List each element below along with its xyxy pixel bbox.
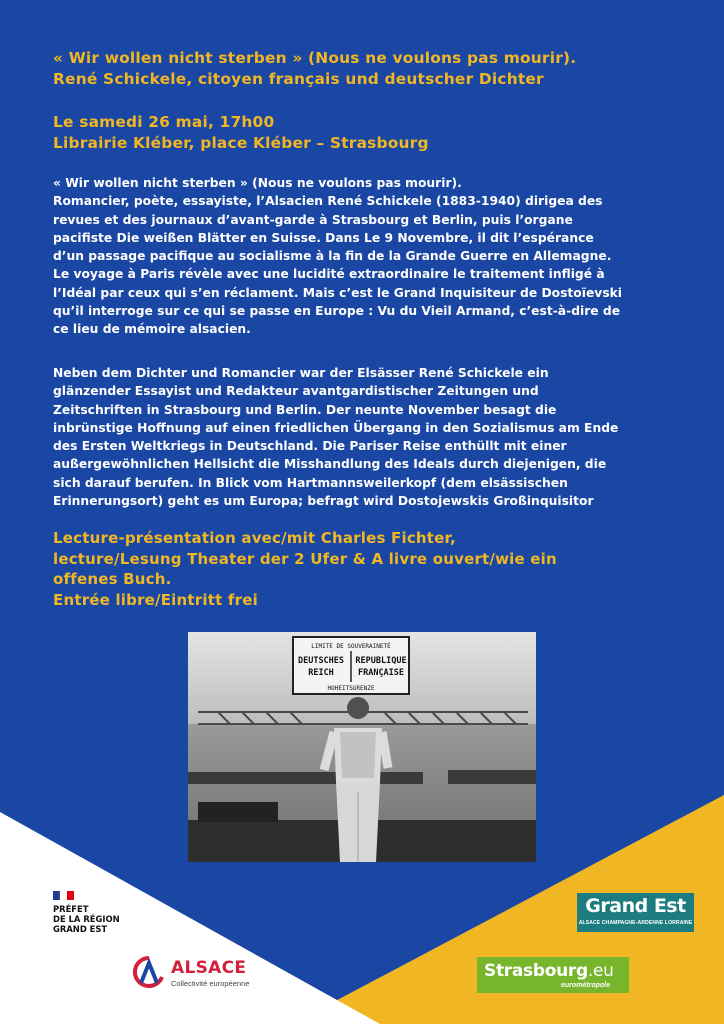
paragraph-line: außergewöhnlichen Hellsicht die Misshandlung des Ideals durch diejenigen, die [53,457,607,472]
paragraph-line: « Wir wollen nicht sterben » (Nous ne voulons pas mourir). [53,176,462,190]
grand-est-wordmark: Grand Est [585,895,686,917]
alsace-wordmark: ALSACE [171,958,247,978]
credits-line: Lecture-présentation avec/mit Charles Fichter, [53,529,456,547]
prefet-line: PRÉFET [53,904,89,914]
paragraph-line: Erinnerungsort) geht es um Europa; befragt wird Dostojewskis Großinquisitor [53,494,594,509]
title-line: « Wir wollen nicht sterben » (Nous ne voulons pas mourir). [53,49,577,67]
credits-line: offenes Buch. [53,570,172,588]
prefet-line: DE LA RÉGION [53,914,120,924]
sign-french-1: REPUBLIQUE [355,656,407,666]
paragraph-line: ce lieu de mémoire alsacien. [53,322,251,337]
event-venue: Librairie Kléber, place Kléber – Strasbourg [53,134,429,152]
strasbourg-wordmark: Strasbourg [484,961,588,981]
admission-line: Entrée libre/Eintritt frei [53,590,258,609]
paragraph-line: Zeitschriften in Strasbourg und Berlin. Der neunte November besagt die [53,402,557,417]
paragraph-line: Le voyage à Paris révèle avec une lucidité extraordinaire le traitement infligé à [53,267,605,282]
paragraph-line: des Ersten Weltkriegs in Deutschland. Die Pariser Reise enthüllt mit einer [53,439,567,454]
prefet-logo [53,891,143,941]
strasbourg-eu-logo [477,957,629,993]
paragraph-line: pacifiste Die weißen Blätter en Suisse. Dans Le 9 Novembre, il dit l’espérance [53,230,594,245]
paragraph-line: inbrünstige Hoffnung auf einen friedlichen Übergang in den Sozialismus am Ende [53,420,619,435]
credits-line: lecture/Lesung Theater der 2 Ufer & A livre ouvert/wie ein [53,549,557,568]
sign-german-2: REICH [308,668,334,678]
sign-heading: LIMITE DE SOUVERAINETÉ [311,643,391,650]
alsace-tagline: Collectivité européenne [171,979,250,988]
sign-french-2: FRANÇAISE [357,668,405,678]
paragraph-line: Romancier, poète, essayiste, l’Alsacien René Schickele (1883-1940) dirigea des [53,194,603,209]
event-date-venue [53,112,673,154]
paragraph-line: Neben dem Dichter und Romancier war der Elsässer René Schickele ein [53,366,549,380]
paragraph-line: l’Idéal par ceux qui s’en réclament. Mais c’est le Grand Inquisiteur de Dostoïevski [53,285,623,300]
sign-german-1: DEUTSCHES [297,656,345,666]
french-flag-icon [53,891,74,900]
paragraph-line: revues et des journaux d’avant-garde à Strasbourg et Berlin, puis l’organe [53,212,573,227]
paragraph-line: qu’il interroge sur ce qui se passe en Europe : Vu du Vieil Armand, c’est-à-dire de [53,304,621,319]
grand-est-logo [577,893,694,932]
grand-est-tagline: ALSACE CHAMPAGNE-ARDENNE LORRAINE [578,920,693,926]
strasbourg-domain: .eu [587,961,614,981]
alsace-logo [131,955,261,991]
strasbourg-tagline: eurométropole [561,982,611,989]
historic-photo [188,632,536,862]
reading-credits [53,528,673,610]
sign-footer: HOHEITSGRENZE [327,685,375,692]
event-date: Le samedi 26 mai, 17h00 [53,113,275,131]
paragraph-line: glänzender Essayist und Redakteur avantgardistischer Zeitungen und [53,384,539,399]
paragraph-line: d’un passage pacifique au socialisme à la fin de la Grande Guerre en Allemagne. [53,249,612,264]
subtitle-line: René Schickele, citoyen français und deutscher Dichter [53,70,544,88]
paragraph-line: sich darauf berufen. In Blick vom Hartmannsweilerkopf (dem elsässischen [53,475,568,490]
prefet-line: GRAND EST [53,924,108,934]
alsace-emblem-icon [131,955,167,989]
french-description [53,174,678,339]
german-description [53,364,678,510]
event-title [53,48,673,90]
